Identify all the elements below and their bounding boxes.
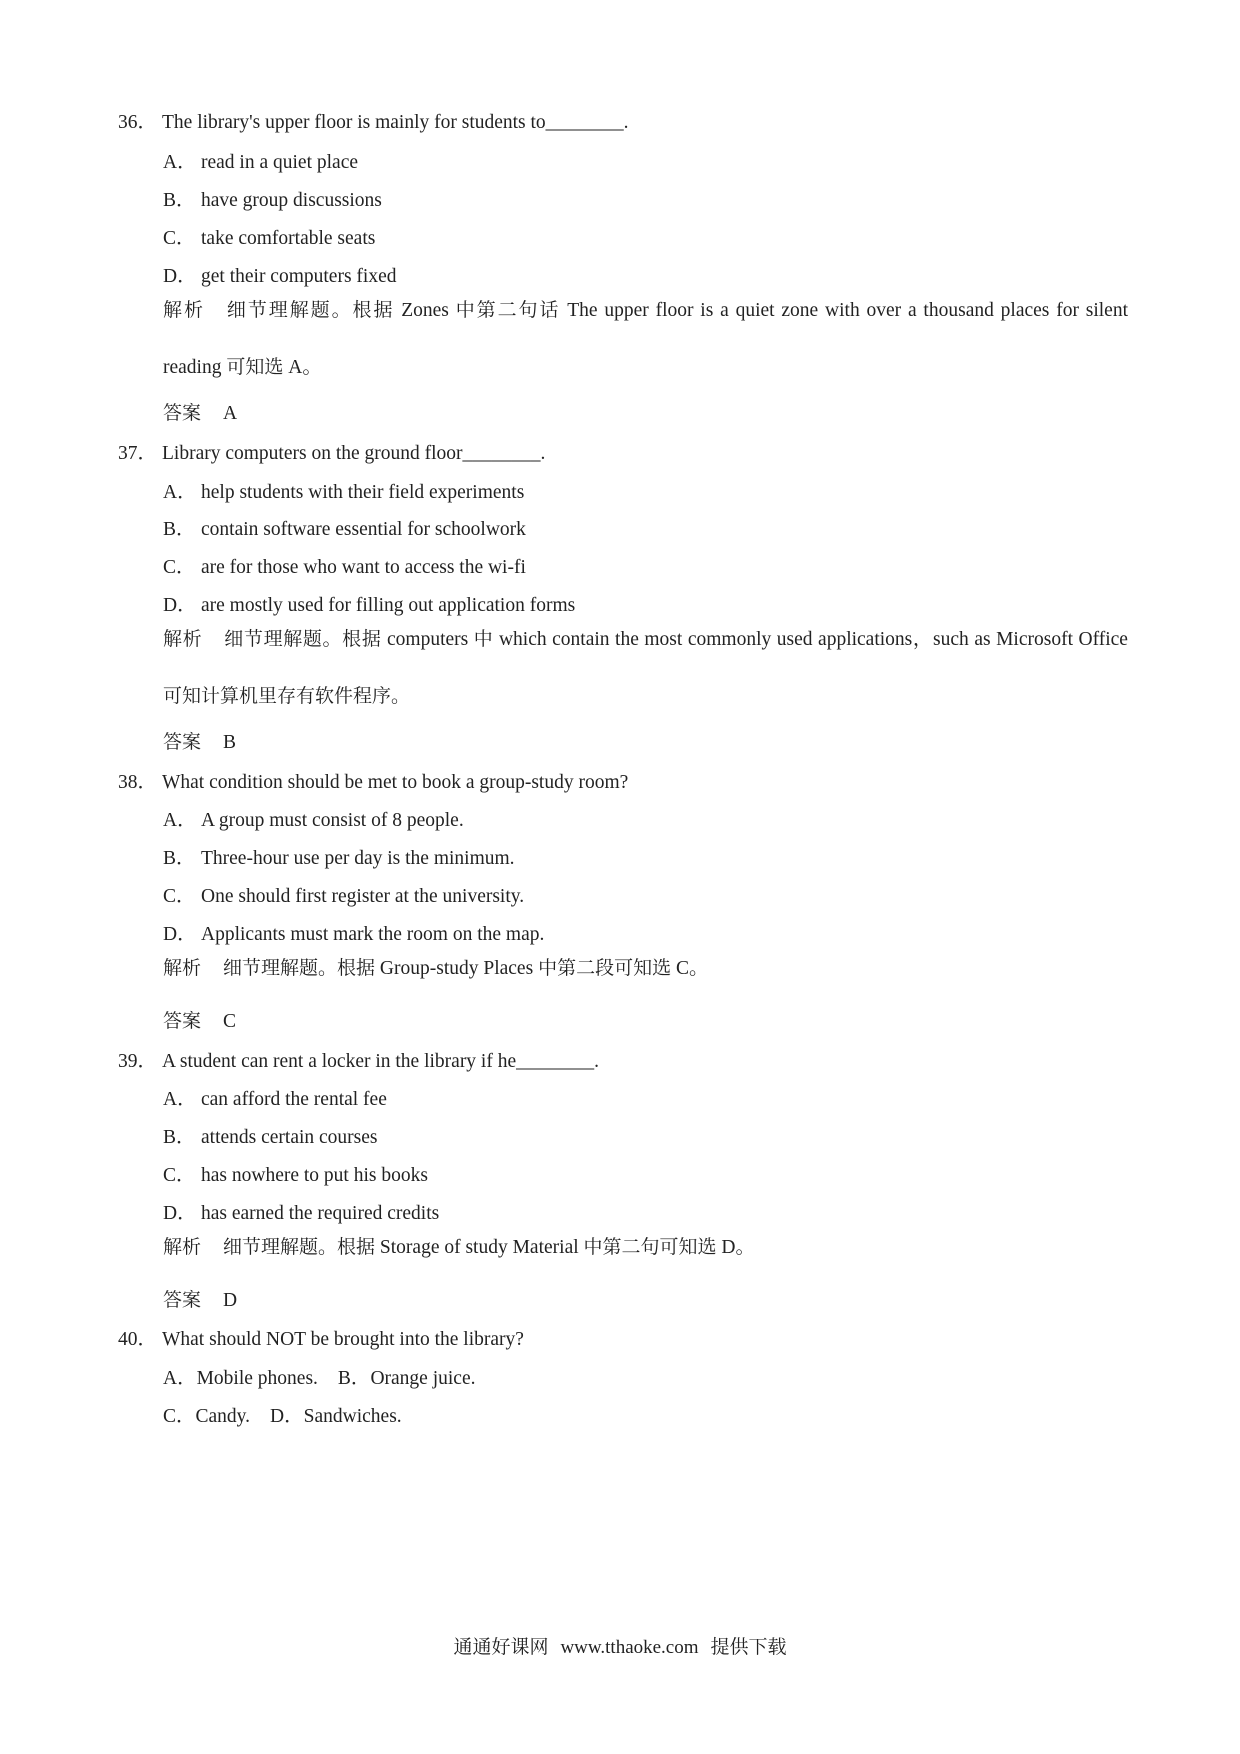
option-40-d: D．Sandwiches.: [270, 1406, 402, 1427]
footer-suffix: 提供下载: [710, 1636, 787, 1658]
analysis-label: 解析: [163, 1236, 202, 1258]
option-37-a: A． help students with their field experiments: [163, 482, 525, 503]
question-stem: What should NOT be brought into the library?: [162, 1329, 524, 1350]
question-stem: A student can rent a locker in the library if he________.: [162, 1051, 599, 1072]
question-number: 38．: [118, 772, 158, 793]
question-number: 36．: [118, 112, 158, 133]
option-39-c: C． has nowhere to put his books: [163, 1165, 428, 1186]
option-40-c: C．Candy.: [163, 1406, 251, 1427]
question-38: [118, 766, 1158, 794]
answer-37: [163, 727, 236, 754]
answer-value: A: [223, 403, 238, 424]
question-stem: What condition should be met to book a group-study room?: [162, 772, 629, 793]
option-37-c: C． are for those who want to access the wi-fi: [163, 557, 526, 578]
option-38-c: C． One should first register at the university.: [163, 886, 525, 907]
question-36: [118, 106, 1158, 134]
option-37-d: D． are mostly used for filling out application forms: [163, 595, 576, 616]
question-stem: The library's upper floor is mainly for students to________.: [162, 112, 629, 133]
answer-label: 答案: [163, 1289, 202, 1311]
option-36-c: C． take comfortable seats: [163, 228, 376, 249]
option-39-a: A． can afford the rental fee: [163, 1089, 387, 1110]
answer-value: B: [223, 732, 237, 753]
answer-38: [163, 1006, 236, 1033]
analysis-39: 解析 细节理解题。根据 Storage of study Material 中第二句可知选 D。: [163, 1236, 756, 1258]
question-39: [118, 1045, 1158, 1073]
analysis-label: 解析: [163, 957, 202, 979]
analysis-36: 解析 细节理解题。根据 Zones 中第二句话 The upper floor is a quiet zone with over a thousand places for silent reading 可知选 A。: [163, 299, 1128, 378]
answer-36: [163, 398, 237, 425]
question-number: 39．: [118, 1051, 158, 1072]
answer-label: 答案: [163, 402, 202, 424]
analysis-38: 解析 细节理解题。根据 Group-study Places 中第二段可知选 C。: [163, 957, 709, 979]
analysis-label: 解析: [163, 299, 205, 321]
option-38-b: B． Three-hour use per day is the minimum.: [163, 848, 515, 869]
answer-value: C: [223, 1011, 237, 1032]
answer-label: 答案: [163, 1010, 202, 1032]
option-39-b: B． attends certain courses: [163, 1127, 378, 1148]
question-37: [118, 437, 1158, 465]
question-40: [118, 1323, 1158, 1351]
footer-url[interactable]: www.tthaoke.com: [560, 1637, 699, 1658]
page-footer: [0, 1632, 1240, 1659]
footer-site-name: 通通好课网: [453, 1636, 549, 1658]
option-36-b: B． have group discussions: [163, 190, 382, 211]
option-39-d: D． has earned the required credits: [163, 1203, 440, 1224]
option-38-a: A． A group must consist of 8 people.: [163, 810, 464, 831]
option-37-b: B． contain software essential for schoolwork: [163, 519, 526, 540]
options-40-row-1: [163, 1362, 495, 1390]
option-40-b: B．Orange juice.: [337, 1368, 476, 1389]
option-36-a: A． read in a quiet place: [163, 152, 358, 173]
question-number: 40．: [118, 1329, 158, 1350]
answer-value: D: [223, 1290, 238, 1311]
question-number: 37．: [118, 443, 158, 464]
answer-39: [163, 1285, 237, 1312]
analysis-37: 解析 细节理解题。根据 computers 中 which contain the most commonly used applications，such as Microsoft Office 可知计算机里存有软件程序。: [163, 628, 1128, 707]
question-stem: Library computers on the ground floor________.: [162, 443, 546, 464]
answer-label: 答案: [163, 731, 202, 753]
analysis-label: 解析: [163, 628, 203, 650]
option-40-a: A．Mobile phones.: [163, 1368, 318, 1389]
option-38-d: D． Applicants must mark the room on the map.: [163, 924, 545, 945]
options-40-row-2: [163, 1400, 422, 1428]
option-36-d: D． get their computers fixed: [163, 266, 397, 287]
